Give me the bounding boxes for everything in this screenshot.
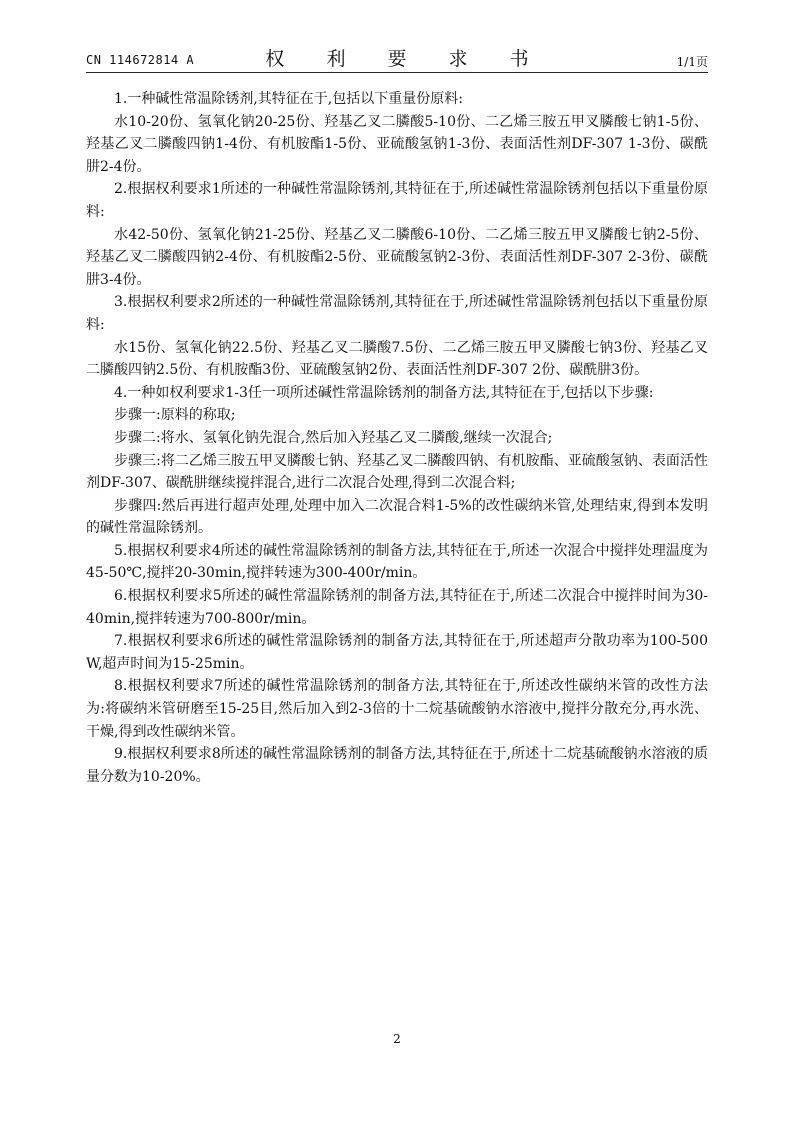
claim-3-composition: 水15份、氢氧化钠22.5份、羟基乙叉二膦酸7.5份、二乙烯三胺五甲叉膦酸七钠3份、羟基乙叉二膦酸四钠2.5份、有机胺酯3份、亚硫酸氢钠2份、表面活性剂DF-307 2份、碳酰肼3份。 <box>86 339 708 379</box>
claim-1-intro: 1.一种碱性常温除锈剂,其特征在于,包括以下重量份原料: <box>114 91 463 107</box>
claim-4-step-1: 步骤一:原料的称取; <box>114 407 236 424</box>
claim-2-composition: 水42-50份、氢氧化钠21-25份、羟基乙叉二膦酸6-10份、二乙烯三胺五甲叉膦酸七钠2-5份、羟基乙叉二膦酸四钠2-4份、有机胺酯2-5份、亚硫酸氢钠2-3份、表面活性剂DF-307 2-3份、碳酰肼3-4份。 <box>86 226 708 288</box>
claim-1-composition: 水10-20份、氢氧化钠20-25份、羟基乙叉二膦酸5-10份、二乙烯三胺五甲叉膦酸七钠1-5份、羟基乙叉二膦酸四钠1-4份、有机胺酯1-5份、亚硫酸氢钠1-3份、表面活性剂DF-307 1-3份、碳酰肼2-4份。 <box>86 113 708 175</box>
header-divider <box>86 72 708 73</box>
page-indicator: 1/1页 <box>676 55 708 69</box>
publication-number: CN 114672814 A <box>86 53 195 67</box>
document-title: 权 利 要 求 书 <box>265 48 547 70</box>
claim-6: 6.根据权利要求5所述的碱性常温除锈剂的制备方法,其特征在于,所述二次混合中搅拌时间为30-40min,搅拌转速为700-800r/min。 <box>86 588 708 627</box>
claim-4-step-4: 步骤四:然后再进行超声处理,处理中加入二次混合料1-5%的改性碳纳米管,处理结束,得到本发明的碱性常温除锈剂。 <box>86 497 708 537</box>
claim-4-step-2: 步骤二:将水、氢氧化钠先混合,然后加入羟基乙叉二膦酸,继续一次混合; <box>114 429 553 446</box>
claim-3-intro: 3.根据权利要求2所述的一种碱性常温除锈剂,其特征在于,所述碱性常温除锈剂包括以下重量份原料: <box>86 294 708 333</box>
claim-7: 7.根据权利要求6所述的碱性常温除锈剂的制备方法,其特征在于,所述超声分散功率为100-500W,超声时间为15-25min。 <box>86 633 708 672</box>
claims-body <box>86 88 708 788</box>
claim-2-intro: 2.根据权利要求1所述的一种碱性常温除锈剂,其特征在于,所述碱性常温除锈剂包括以下重量份原料: <box>86 181 708 220</box>
page-header <box>86 44 708 74</box>
claim-9: 9.根据权利要求8所述的碱性常温除锈剂的制备方法,其特征在于,所述十二烷基硫酸钠水溶液的质量分数为10-20%。 <box>86 746 708 785</box>
claim-5: 5.根据权利要求4所述的碱性常温除锈剂的制备方法,其特征在于,所述一次混合中搅拌处理温度为45-50℃,搅拌20-30min,搅拌转速为300-400r/min。 <box>86 542 708 582</box>
claim-4-step-3: 步骤三:将二乙烯三胺五甲叉膦酸七钠、羟基乙叉二膦酸四钠、有机胺酯、亚硫酸氢钠、表面活性剂DF-307、碳酰肼继续搅拌混合,进行二次混合处理,得到二次混合料; <box>86 452 708 492</box>
claim-4-intro: 4.一种如权利要求1-3任一项所述碱性常温除锈剂的制备方法,其特征在于,包括以下步骤: <box>114 384 654 401</box>
page-number: 2 <box>393 1032 401 1046</box>
claim-8: 8.根据权利要求7所述的碱性常温除锈剂的制备方法,其特征在于,所述改性碳纳米管的改性方法为:将碳纳米管研磨至15-25目,然后加入到2-3倍的十二烷基硫酸钠水溶液中,搅拌分散充分,再水洗、干燥,得到改性碳纳米管。 <box>86 678 708 740</box>
